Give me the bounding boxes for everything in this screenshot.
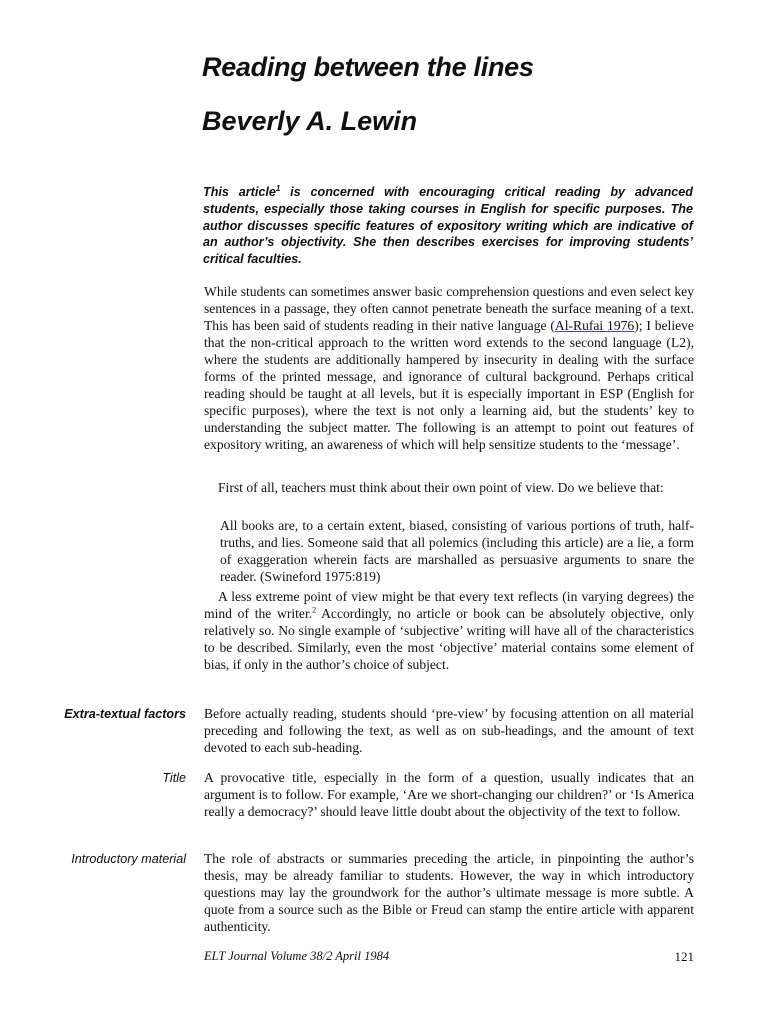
footnote-ref[interactable]: 1 [275, 183, 281, 193]
article-author: Beverly A. Lewin [202, 106, 418, 136]
p3-after: Accordingly, no article or book can be absolutely objective, only relatively so. No single example of ‘subjective’ writing will have all of the characteristics to be described. Similarly, even the most ‘objective’ material contains some element of bias, if only in the author’s choice of subject. [204, 606, 694, 672]
p1-before: While students can sometimes answer basic comprehension questions and even select key sentences in a passage, they often cannot penetrate beneath the surface meaning of a text. This has been said of students reading in their native language ( [204, 284, 694, 333]
abstract [203, 184, 693, 268]
body-paragraph-1 [204, 283, 694, 453]
abstract-text: is concerned with encouraging critical reading by advanced students, especially those taking courses in English for specific purposes. The author discusses specific features of expository writing which are indicative of an author’s objectivity. She then describes exercises for improving students’ critical faculties. [203, 185, 693, 267]
page-number: 121 [674, 949, 694, 964]
journal-footer: ELT Journal Volume 38/2 April 1984 [204, 949, 390, 963]
citation-link[interactable]: Al-Rufai 1976 [554, 318, 635, 333]
section-paragraph-extra-textual: Before actually reading, students should ‘pre-view’ by focusing attention on all material preceding and following the text, as well as on sub-headings, and the amount of text devoted to each sub-heading. [204, 706, 694, 755]
p3-before: A less extreme point of view might be that every text reflects (in varying degrees) the mind of the writer. [204, 589, 694, 621]
abstract-lead: This article [203, 185, 276, 199]
body-paragraph-3 [204, 588, 694, 673]
body-paragraph-2: First of all, teachers must think about their own point of view. Do we believe that: [218, 480, 664, 495]
footnote-ref[interactable]: 2 [312, 605, 317, 615]
side-heading-introductory: Introductory material [71, 852, 186, 866]
section-paragraph-introductory: The role of abstracts or summaries preceding the article, in pinpointing the author’s thesis, may be already familiar to students. However, the way in which introductory questions may lay the groundwork for the author’s ultimate message is more subtle. A quote from a source such as the Bible or Freud can stamp the entire article with apparent authenticity. [204, 851, 694, 934]
section-paragraph-title: A provocative title, especially in the form of a question, usually indicates that an argument is to follow. For example, ‘Are we short-changing our children?’ or ‘Is America really a democracy?’ should leave little doubt about the objectivity of the text to follow. [204, 770, 694, 819]
block-quote: All books are, to a certain extent, biased, consisting of various portions of truth, half-truths, and lies. Someone said that all polemics (including this article) are a lie, a form of exaggeration wherein facts are marshalled as persuasive arguments to snare the reader. (Swineford 1975:819) [220, 518, 694, 584]
side-heading-extra-textual: Extra-textual factors [64, 707, 186, 721]
side-heading-title: Title [162, 771, 186, 785]
article-title: Reading between the lines [202, 52, 534, 82]
p1-after: ); I believe that the non-critical approach to the written word extends to the second language (L2), where the students are additionally hampered by insecurity in dealing with the surface forms of the printed message, and ignorance of cultural background. Perhaps critical reading should be taught at all levels, but it is especially important in ESP (English for specific purposes), where the text is not only a learning aid, but the students’ key to understanding the subject matter. The following is an attempt to point out features of expository writing, an awareness of which will help sensitize students to the ‘message’. [204, 318, 694, 452]
